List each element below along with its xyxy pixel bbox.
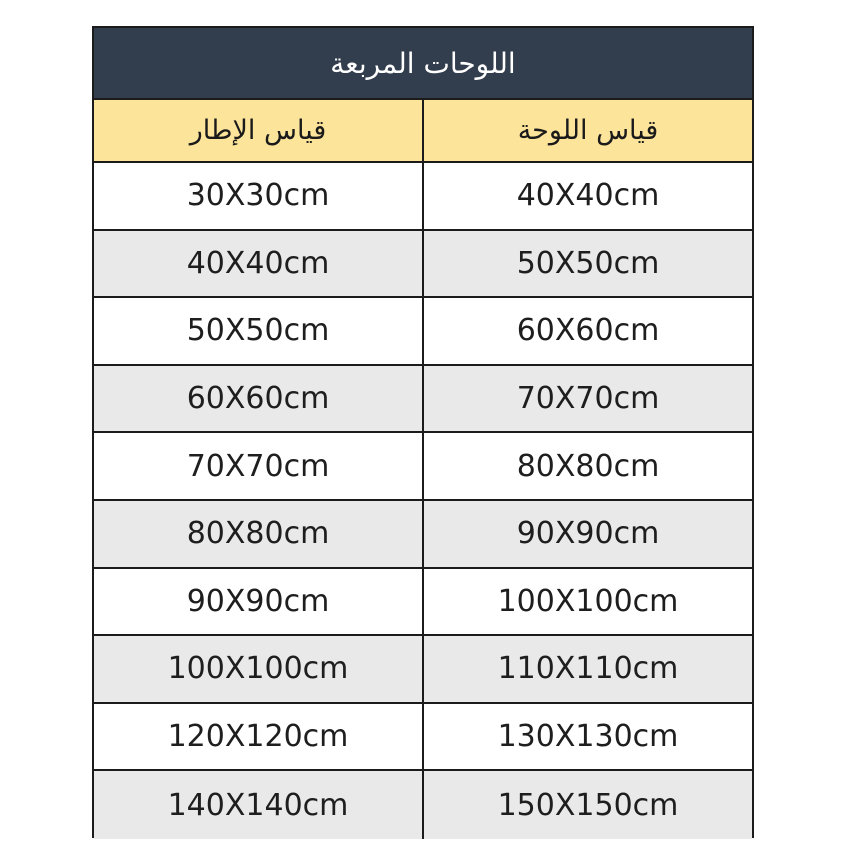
frame-size-cell: 70X70cm [94, 433, 424, 499]
frame-size-cell: 80X80cm [94, 501, 424, 567]
frame-size-cell: 40X40cm [94, 231, 424, 297]
painting-size-cell: 150X150cm [497, 787, 679, 823]
table-row [94, 366, 752, 434]
header-frame-size: قياس الإطار [94, 100, 424, 161]
table-row [94, 231, 752, 299]
frame-size-cell: 60X60cm [94, 366, 424, 432]
painting-size-cell: 60X60cm [516, 313, 660, 349]
sizes-table [92, 26, 754, 838]
table-row [94, 298, 752, 366]
frame-size-cell: 30X30cm [94, 163, 424, 229]
header-painting-size: قياس اللوحة [517, 115, 659, 146]
table-row [94, 771, 752, 839]
frame-size-cell: 140X140cm [94, 771, 424, 839]
frame-size-cell: 50X50cm [94, 298, 424, 364]
table-row [94, 501, 752, 569]
table-row [94, 569, 752, 637]
painting-size-cell: 90X90cm [516, 516, 660, 552]
table-row [94, 163, 752, 231]
table-title: اللوحات المربعة [94, 28, 752, 100]
table-row [94, 433, 752, 501]
frame-size-cell: 120X120cm [94, 704, 424, 770]
table-row [94, 704, 752, 772]
painting-size-cell: 130X130cm [497, 719, 679, 755]
painting-size-cell: 110X110cm [497, 651, 679, 687]
painting-size-cell: 80X80cm [516, 448, 660, 484]
table-row [94, 636, 752, 704]
painting-size-cell: 70X70cm [516, 381, 660, 417]
frame-size-cell: 90X90cm [94, 569, 424, 635]
table-header-row [94, 100, 752, 163]
painting-size-cell: 100X100cm [497, 583, 679, 619]
frame-size-cell: 100X100cm [94, 636, 424, 702]
painting-size-cell: 40X40cm [516, 178, 660, 214]
painting-size-cell: 50X50cm [516, 245, 660, 281]
